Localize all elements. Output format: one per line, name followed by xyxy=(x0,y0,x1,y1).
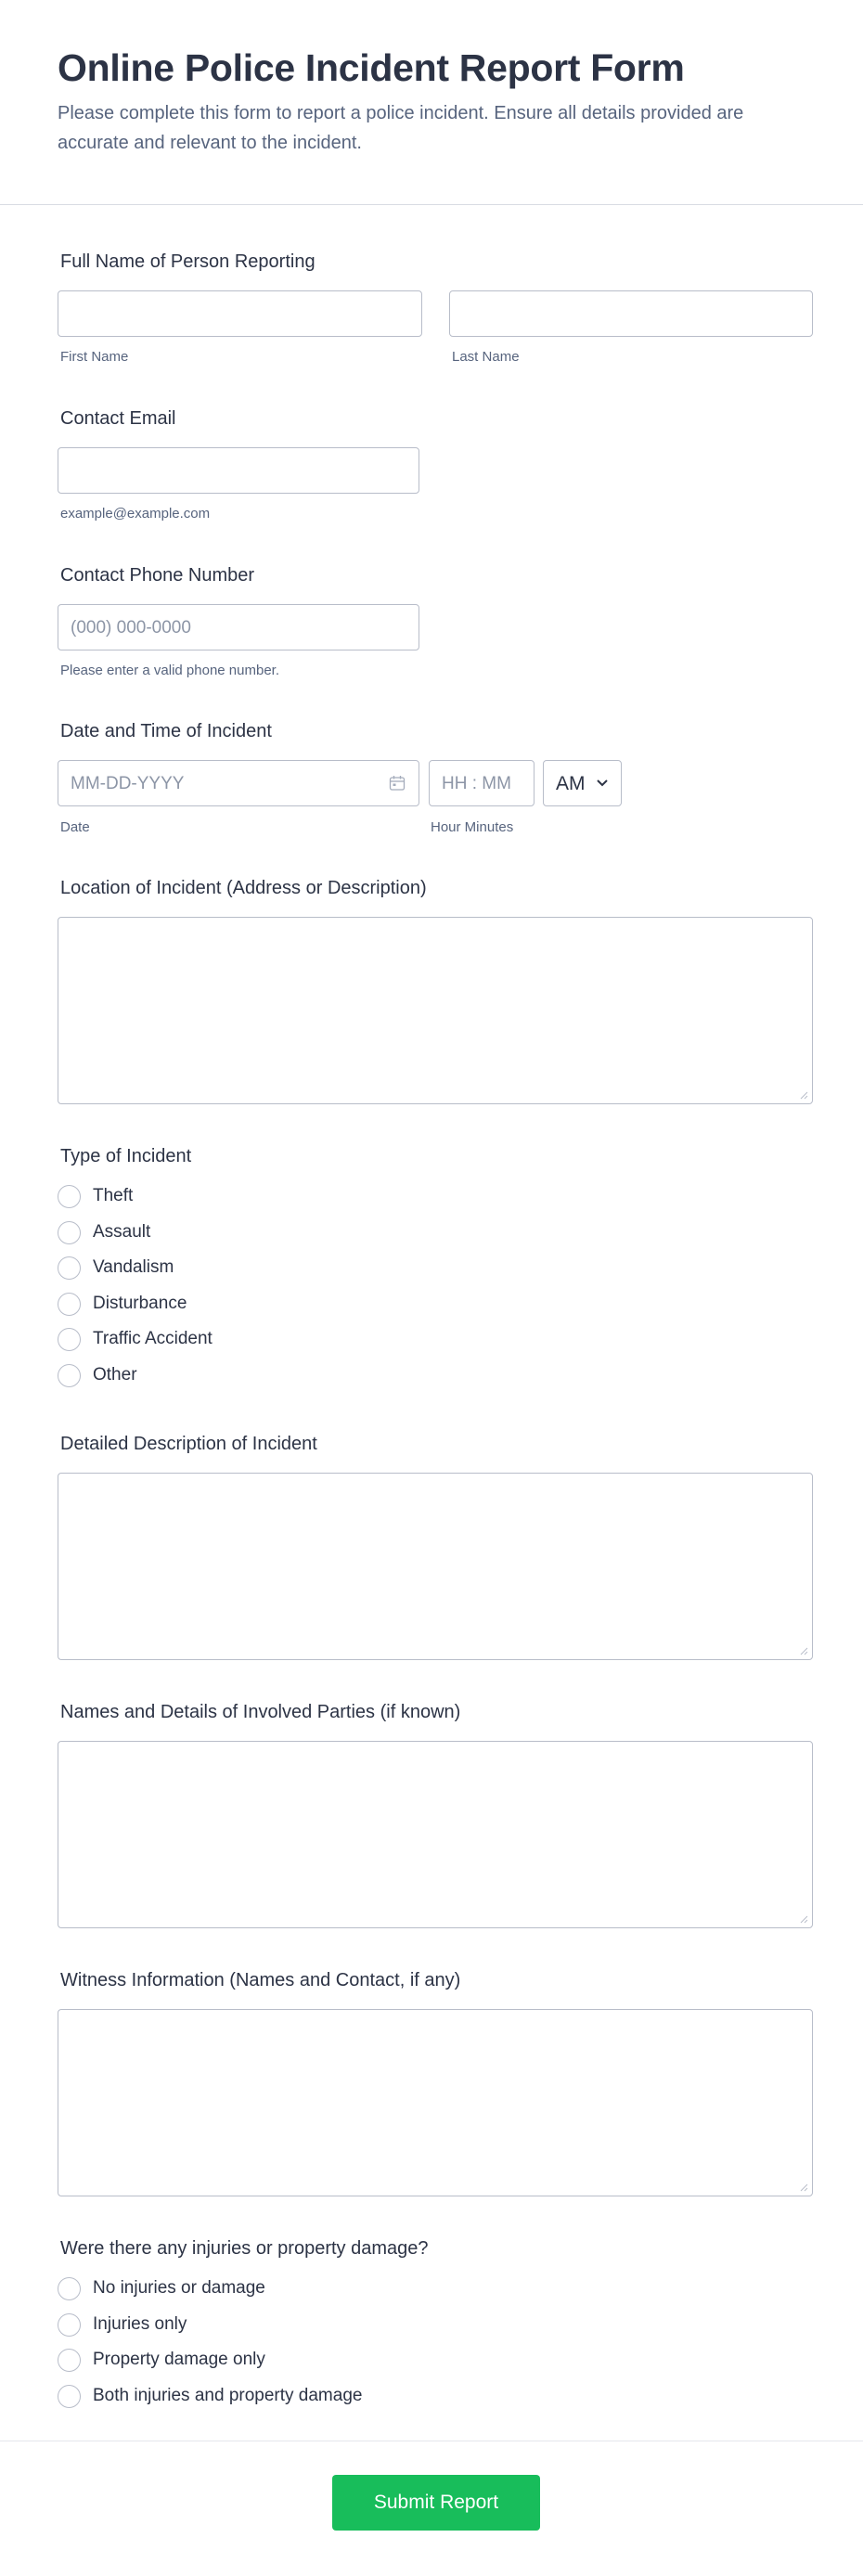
date-input[interactable] xyxy=(58,760,419,806)
radio-button[interactable] xyxy=(58,2277,81,2300)
form-header xyxy=(0,0,863,205)
injuries-label: Were there any injuries or property damage? xyxy=(60,2238,429,2259)
radio-button[interactable] xyxy=(58,1364,81,1387)
email-label: Contact Email xyxy=(60,408,176,429)
phone-placeholder: (000) 000-0000 xyxy=(71,618,191,638)
radio-label: Disturbance xyxy=(93,1294,187,1313)
calendar-icon[interactable] xyxy=(389,775,406,792)
phone-input[interactable] xyxy=(58,604,419,650)
resize-grip-icon[interactable] xyxy=(800,1915,808,1924)
radio-label: Vandalism xyxy=(93,1257,174,1277)
radio-label: Theft xyxy=(93,1186,134,1205)
chevron-down-icon xyxy=(596,778,609,789)
last-name-input[interactable] xyxy=(449,290,813,337)
email-sublabel: example@example.com xyxy=(60,506,211,522)
date-sublabel: Date xyxy=(60,819,90,835)
ampm-select[interactable] xyxy=(543,760,622,806)
parties-label: Names and Details of Involved Parties (if known) xyxy=(60,1702,461,1722)
radio-button[interactable] xyxy=(58,1221,81,1244)
incident-type-label: Type of Incident xyxy=(60,1146,192,1166)
radio-label: Both injuries and property damage xyxy=(93,2386,363,2405)
radio-button[interactable] xyxy=(58,2385,81,2408)
radio-button[interactable] xyxy=(58,2349,81,2372)
radio-label: Traffic Accident xyxy=(93,1329,213,1348)
resize-grip-icon[interactable] xyxy=(800,1647,808,1655)
time-placeholder: HH : MM xyxy=(442,774,511,793)
radio-label: Injuries only xyxy=(93,2314,187,2334)
email-input[interactable] xyxy=(58,447,419,494)
first-name-sublabel: First Name xyxy=(60,349,129,365)
description-label: Detailed Description of Incident xyxy=(60,1434,317,1454)
radio-button[interactable] xyxy=(58,1293,81,1316)
first-name-input[interactable] xyxy=(58,290,422,337)
form-subtitle: Please complete this form to report a police incident. Ensure all details provided are accurate and relevant to the incident. xyxy=(58,103,744,153)
date-placeholder: MM-DD-YYYY xyxy=(71,774,185,793)
datetime-label: Date and Time of Incident xyxy=(60,721,272,741)
radio-label: Assault xyxy=(93,1222,151,1242)
phone-label: Contact Phone Number xyxy=(60,565,255,586)
radio-label: No injuries or damage xyxy=(93,2278,265,2298)
parties-textarea[interactable] xyxy=(58,1741,813,1928)
time-input[interactable] xyxy=(429,760,535,806)
phone-sublabel: Please enter a valid phone number. xyxy=(60,663,279,678)
witness-textarea[interactable] xyxy=(58,2009,813,2196)
time-sublabel: Hour Minutes xyxy=(431,819,514,835)
witness-label: Witness Information (Names and Contact, if any) xyxy=(60,1970,461,1990)
radio-button[interactable] xyxy=(58,1185,81,1208)
radio-button[interactable] xyxy=(58,2313,81,2337)
description-textarea[interactable] xyxy=(58,1473,813,1660)
form-title: Online Police Incident Report Form xyxy=(58,46,685,89)
full-name-label: Full Name of Person Reporting xyxy=(60,251,316,272)
last-name-sublabel: Last Name xyxy=(452,349,520,365)
location-textarea[interactable] xyxy=(58,917,813,1104)
radio-button[interactable] xyxy=(58,1328,81,1351)
location-label: Location of Incident (Address or Description) xyxy=(60,878,427,898)
radio-label: Other xyxy=(93,1365,137,1385)
resize-grip-icon[interactable] xyxy=(800,1091,808,1100)
radio-button[interactable] xyxy=(58,1256,81,1280)
submit-button[interactable]: Submit Report xyxy=(332,2475,540,2531)
ampm-value: AM xyxy=(556,773,586,794)
resize-grip-icon[interactable] xyxy=(800,2183,808,2192)
radio-label: Property damage only xyxy=(93,2350,265,2369)
